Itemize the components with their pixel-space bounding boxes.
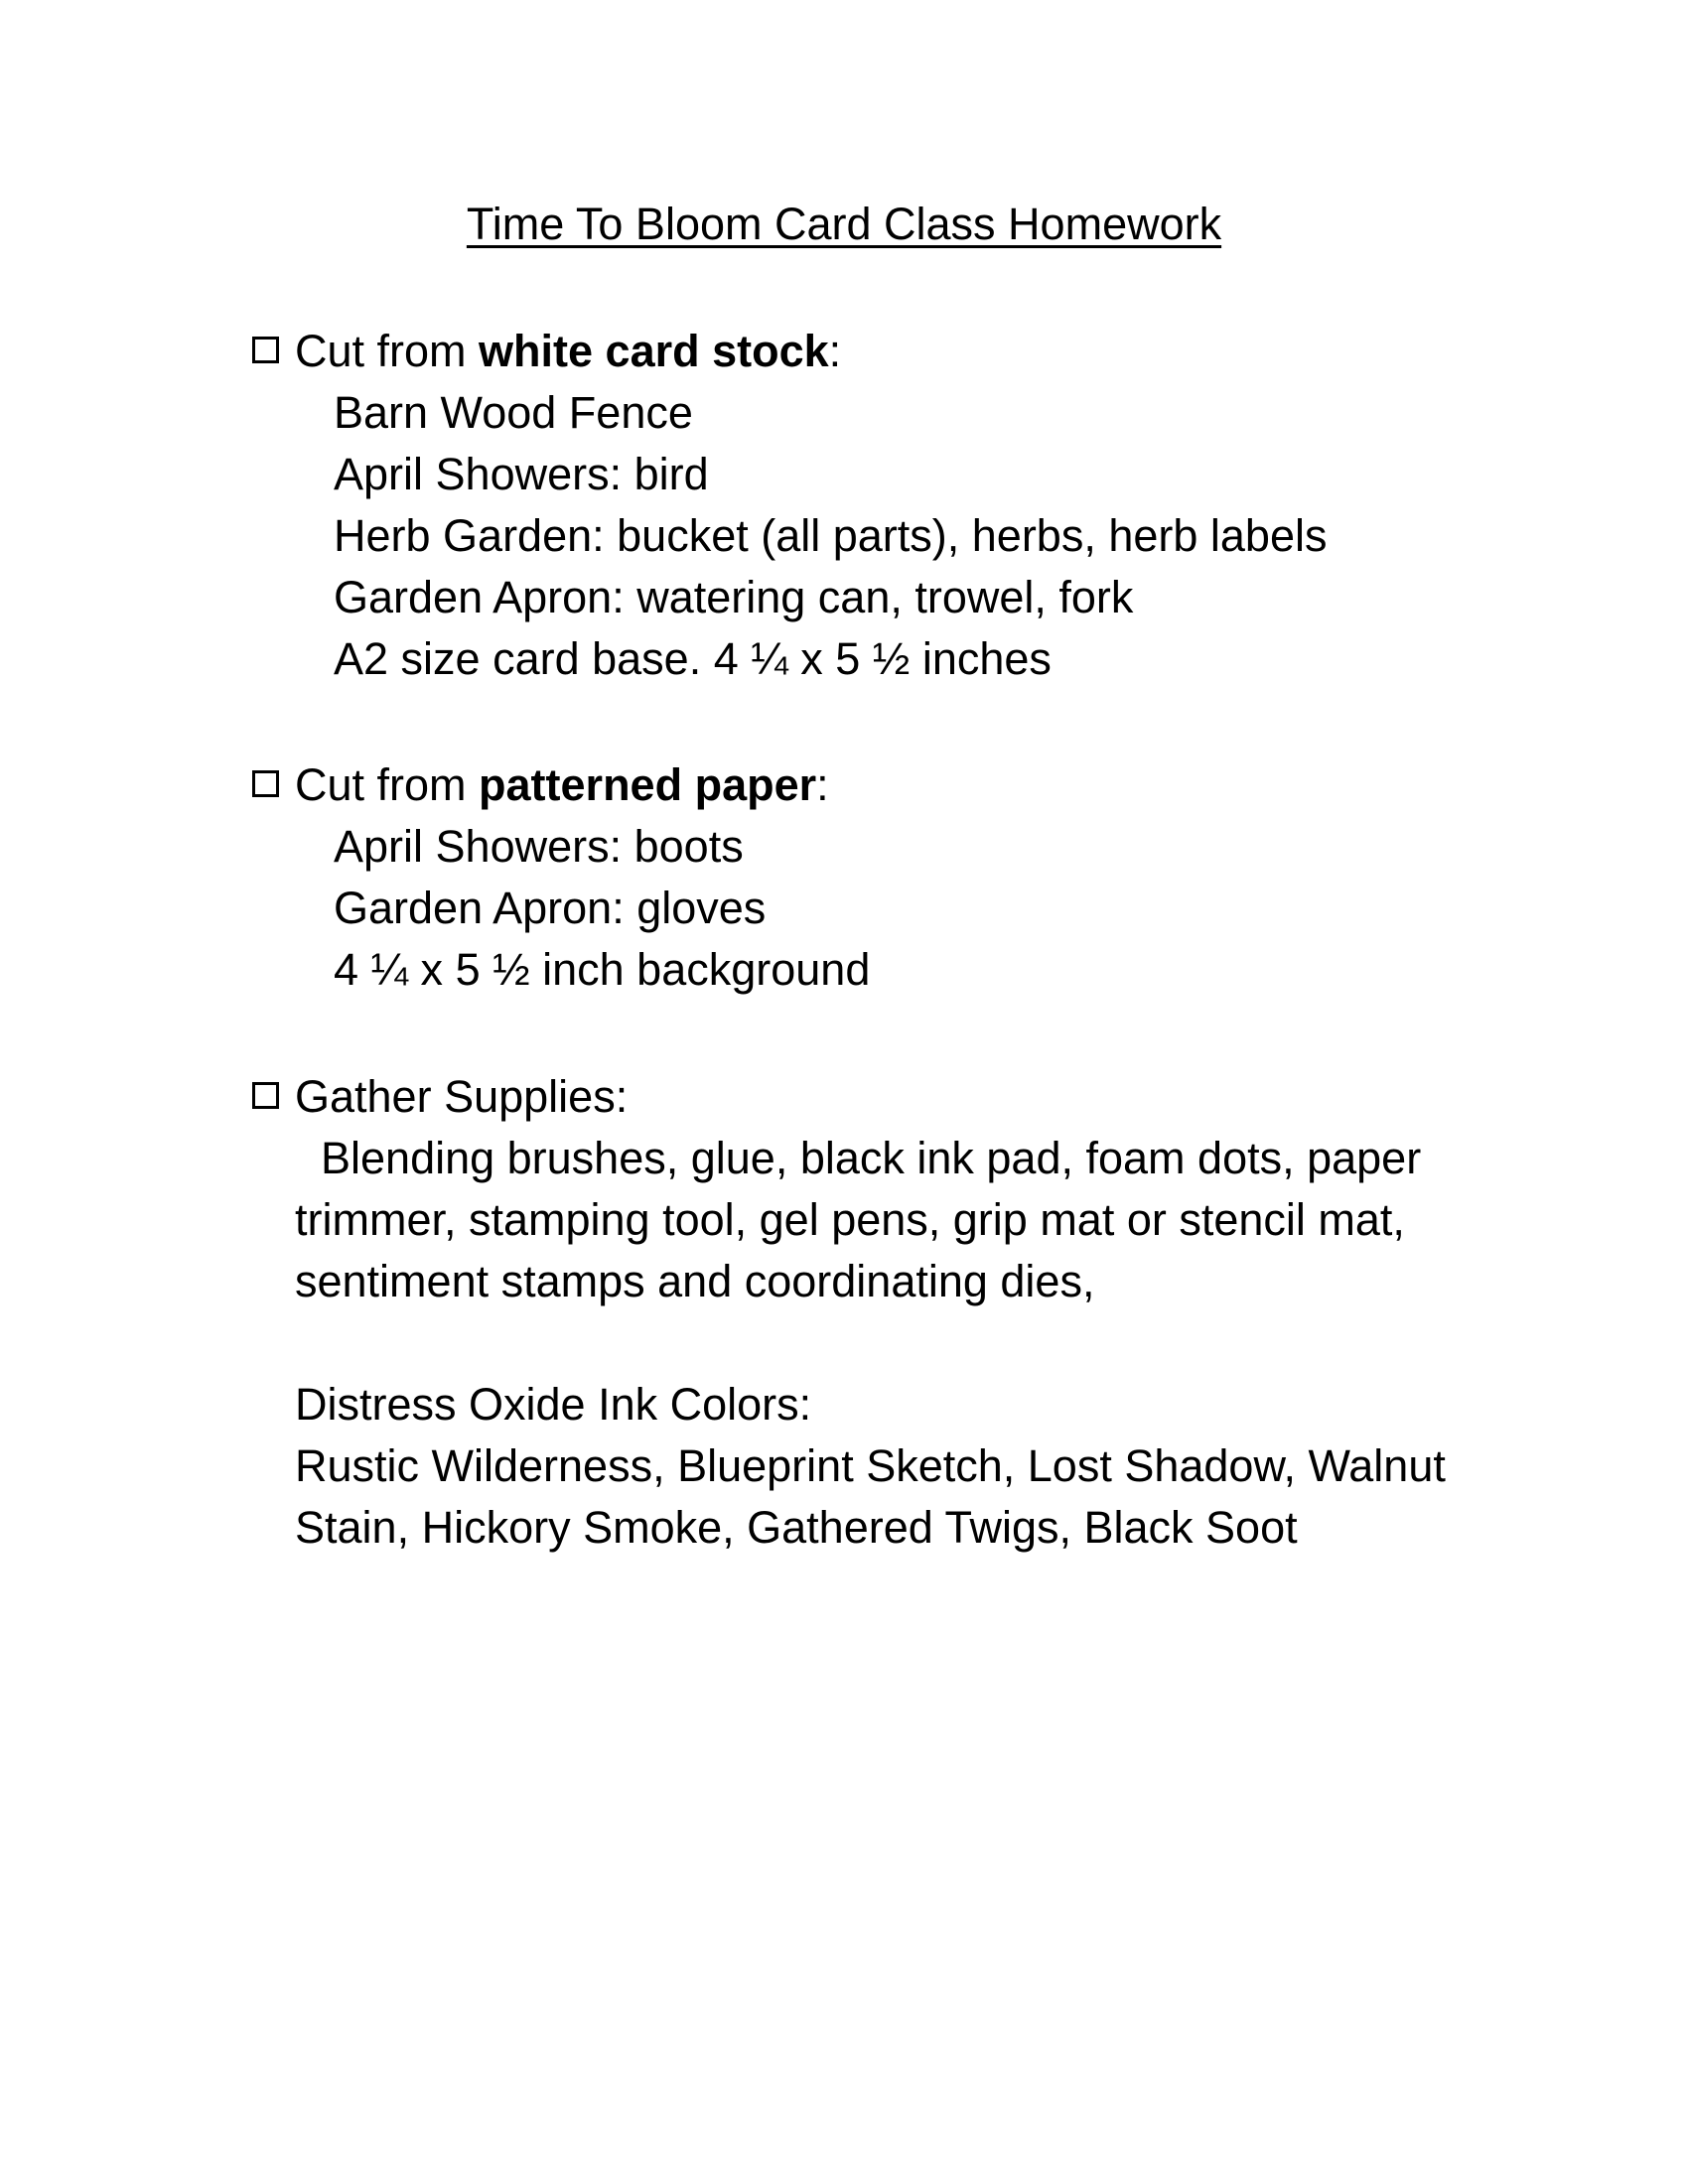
ink-colors: Rustic Wilderness, Blueprint Sketch, Lost Shadow, Walnut Stain, Hickory Smoke, Gathered Twigs, Black Soot — [295, 1440, 1446, 1553]
item-list — [248, 382, 1519, 690]
list-item: Herb Garden: bucket (all parts), herbs, herb labels — [334, 510, 1328, 561]
section-heading — [248, 321, 1519, 382]
heading-bold: white card stock — [479, 326, 829, 376]
ink-heading: Distress Oxide Ink Colors: — [295, 1379, 812, 1430]
heading-bold: patterned paper — [479, 759, 817, 810]
list-item: Barn Wood Fence — [334, 387, 693, 438]
list-item: Garden Apron: watering can, trowel, fork — [334, 572, 1134, 622]
heading-suffix: : — [816, 759, 829, 810]
heading-text: Gather Supplies: — [295, 1071, 629, 1122]
checkbox-patterned-paper[interactable] — [252, 770, 279, 797]
page-title: Time To Bloom Card Class Homework — [466, 199, 1222, 249]
heading-prefix: Cut from — [295, 759, 480, 810]
heading-prefix: Cut from — [295, 326, 480, 376]
list-item: April Showers: bird — [334, 449, 709, 499]
list-item: A2 size card base. 4 ¼ x 5 ½ inches — [334, 633, 1052, 684]
list-item: Garden Apron: gloves — [334, 883, 767, 933]
checkbox-white-card-stock[interactable] — [252, 337, 279, 363]
supplies-text: Blending brushes, glue, black ink pad, foam dots, paper trimmer, stamping tool, gel pens, grip mat or stencil mat, sentiment stamps and coordinating dies, — [295, 1133, 1422, 1306]
list-item: April Showers: boots — [334, 821, 744, 872]
list-item: 4 ¼ x 5 ½ inch background — [334, 944, 871, 995]
supplies-paragraph — [248, 1128, 1546, 1312]
section-white-card-stock — [248, 321, 1519, 690]
heading-suffix: : — [828, 326, 842, 376]
item-list — [248, 816, 1519, 1001]
section-heading — [248, 1066, 1519, 1128]
checkbox-gather-supplies[interactable] — [252, 1082, 279, 1109]
section-patterned-paper — [248, 754, 1519, 1001]
section-gather-supplies — [248, 1066, 1519, 1559]
section-heading — [248, 754, 1519, 816]
